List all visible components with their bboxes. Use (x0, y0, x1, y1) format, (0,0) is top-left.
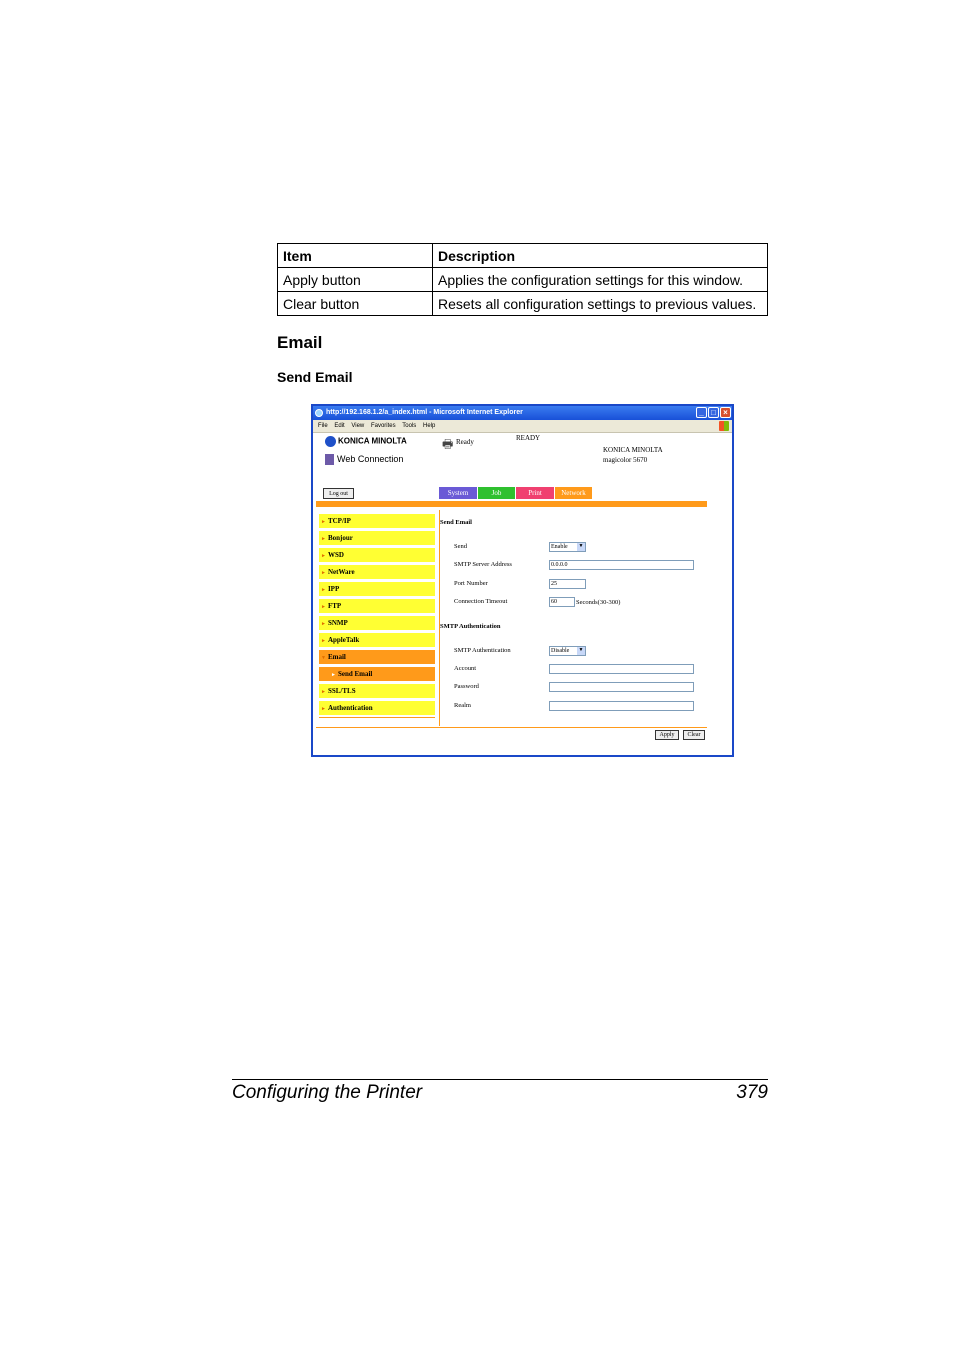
tab-network[interactable]: Network (555, 487, 592, 499)
footer-rule (232, 1079, 768, 1080)
sidebar-item-send-email[interactable]: ► Send Email (319, 667, 435, 681)
menu-bar (313, 420, 732, 433)
model-line1: KONICA MINOLTA (603, 446, 663, 454)
table-row (278, 292, 768, 316)
footer-divider (316, 727, 707, 728)
sidebar-item-wsd[interactable]: ► WSD (319, 548, 435, 562)
password-label: Password (454, 683, 479, 690)
sidebar-item-email[interactable]: ▼ Email (319, 650, 435, 664)
page-number: 379 (736, 1082, 768, 1103)
sidebar-item-authentication[interactable]: ► Authentication (319, 701, 435, 715)
header-divider (316, 501, 707, 507)
brand-logo (325, 436, 407, 447)
description-table (277, 243, 768, 316)
smtp-auth-label: SMTP Authentication (454, 647, 511, 654)
connection-timeout-label: Connection Timeout (454, 598, 508, 605)
section-heading: Email (277, 333, 323, 352)
clear-button[interactable]: Clear (683, 730, 705, 740)
account-label: Account (454, 665, 477, 672)
ie-icon (315, 409, 323, 417)
tab-system[interactable]: System (439, 487, 477, 499)
menu-view[interactable]: View (351, 423, 365, 429)
realm-input[interactable] (549, 701, 694, 711)
smtp-auth-select-value: Disable (551, 648, 570, 654)
sidebar-divider (319, 717, 435, 718)
window-controls (695, 407, 731, 419)
connection-timeout-input[interactable]: 60 (549, 597, 575, 607)
brand-text: KONICA MINOLTA (338, 436, 407, 446)
logout-button[interactable]: Log out (323, 488, 354, 499)
table-cell: Resets all configuration settings to previous values. (433, 292, 768, 316)
send-select[interactable] (549, 542, 586, 552)
browser-window-screenshot (311, 404, 734, 757)
account-input[interactable] (549, 664, 694, 674)
table-row (278, 268, 768, 292)
apply-button[interactable]: Apply (655, 730, 679, 740)
brand-globe-icon (325, 436, 336, 447)
tab-print[interactable]: Print (516, 487, 554, 499)
table-cell: Clear button (278, 292, 433, 316)
chevron-down-icon: ▼ (578, 544, 584, 549)
password-input[interactable] (549, 682, 694, 692)
content-divider (439, 510, 440, 726)
sidebar-item-netware[interactable]: ► NetWare (319, 565, 435, 579)
window-title: http://192.168.1.2/a_index.html - Microsoft Internet Explorer (326, 409, 523, 416)
sidebar-item-ftp[interactable]: ► FTP (319, 599, 435, 613)
table-cell: Apply button (278, 268, 433, 292)
menu-tools[interactable]: Tools (402, 423, 417, 429)
port-number-label: Port Number (454, 580, 488, 587)
form-section-smtp-auth: SMTP Authentication (440, 623, 501, 630)
web-connection-logo (325, 454, 403, 465)
model-line2: magicolor 5670 (603, 456, 648, 464)
table-header-description: Description (433, 244, 768, 268)
tab-job[interactable]: Job (478, 487, 515, 499)
maximize-icon[interactable]: □ (708, 407, 719, 418)
smtp-server-label: SMTP Server Address (454, 561, 512, 568)
sidebar-item-ssltls[interactable]: ► SSL/TLS (319, 684, 435, 698)
window-titlebar (313, 406, 732, 420)
port-number-input[interactable]: 25 (549, 579, 586, 589)
menu-edit[interactable]: Edit (334, 423, 345, 429)
status-small: Ready (456, 438, 474, 446)
smtp-auth-select[interactable] (549, 646, 586, 656)
pagescope-icon (325, 454, 334, 465)
chevron-down-icon: ▼ (578, 648, 584, 653)
footer-title: Configuring the Printer (232, 1082, 423, 1103)
form-section-send-email: Send Email (440, 519, 472, 526)
menu-favorites[interactable]: Favorites (370, 423, 396, 429)
printer-icon: 🖶 (442, 437, 454, 451)
table-header-item: Item (278, 244, 433, 268)
send-select-value: Enable (551, 544, 568, 550)
table-header-row (278, 244, 768, 268)
menu-file[interactable]: File (318, 423, 328, 429)
close-icon[interactable]: × (720, 407, 731, 418)
web-connection-text: Web Connection (337, 454, 404, 464)
table-cell: Applies the configuration settings for this window. (433, 268, 768, 292)
realm-label: Realm (454, 702, 471, 709)
minimize-icon[interactable]: _ (696, 407, 707, 418)
status-main: READY (516, 434, 541, 442)
windows-logo-icon (719, 421, 729, 431)
subsection-heading: Send Email (277, 369, 353, 385)
send-label: Send (454, 543, 467, 550)
sidebar-item-bonjour[interactable]: ► Bonjour (319, 531, 435, 545)
sidebar-item-appletalk[interactable]: ► AppleTalk (319, 633, 435, 647)
timeout-unit: Seconds(30-300) (576, 599, 621, 606)
menu-help[interactable]: Help (422, 423, 436, 429)
sidebar-item-tcpip[interactable]: ► TCP/IP (319, 514, 435, 528)
sidebar-item-snmp[interactable]: ► SNMP (319, 616, 435, 630)
sidebar-item-ipp[interactable]: ► IPP (319, 582, 435, 596)
smtp-server-input[interactable]: 0.0.0.0 (549, 560, 694, 570)
